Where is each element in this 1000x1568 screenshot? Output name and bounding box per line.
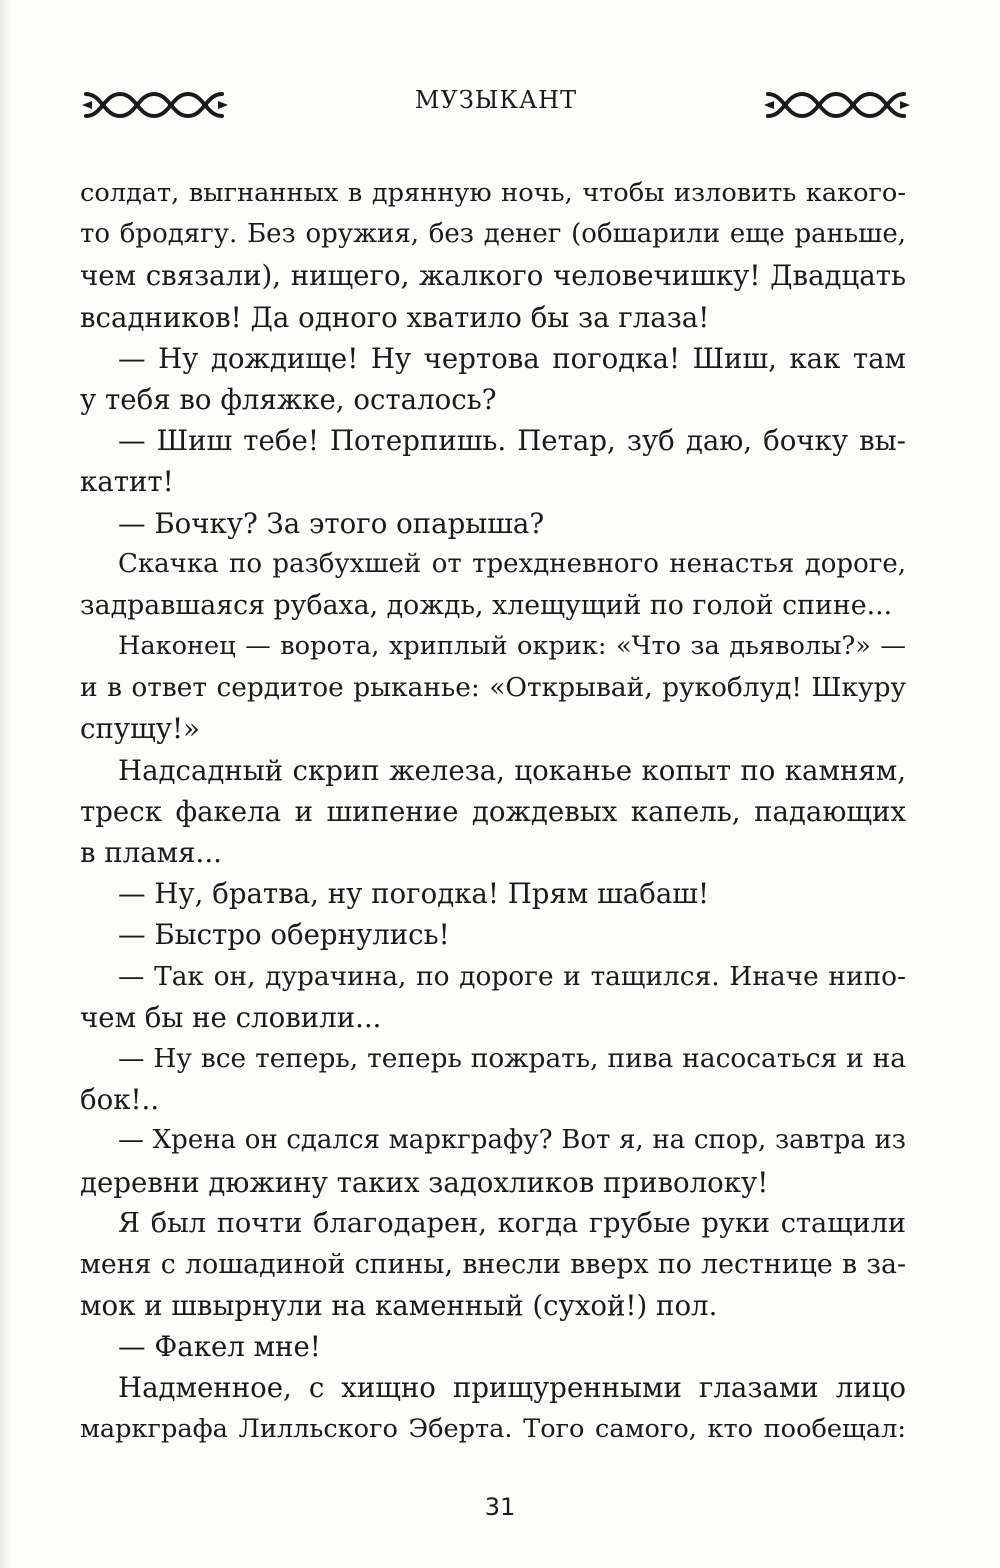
text-line: в пламя...: [80, 836, 222, 869]
text-line: задравшаяся рубаха, дождь, хлещущий по голой спине...: [80, 589, 893, 621]
text-line: катит!: [80, 465, 174, 499]
text-line: маркграфа Лилльского Эберта. Того самого, кто пообещал:: [80, 1413, 906, 1444]
text-line: то бродягу. Без оружия, без денег (обшарили еще раньше,: [80, 219, 906, 250]
text-line: Надменное, с хищно прищуренными глазами лицо: [118, 1371, 906, 1405]
text-line: — Так он, дурачина, по дороге и тащился. Иначе нипо-: [118, 960, 906, 992]
text-line: чем связали), нищего, жалкого человечишку! Двадцать: [80, 259, 906, 293]
text-line: Надсадный скрип железа, цоканье копыт по камням,: [118, 753, 906, 787]
page-header: [80, 80, 912, 130]
text-line: Наконец — ворота, хриплый окрик: «Что за дьяволы?» —: [118, 631, 906, 662]
text-line: — Ну дождище! Ну чертова погодка! Шиш, как там: [118, 341, 906, 375]
page-number: 31: [484, 1493, 516, 1521]
text-line: Я был почти благодарен, когда грубые руки стащили: [118, 1207, 906, 1239]
text-line: Скачка по разбухшей от трехдневного ненастья дороге,: [118, 548, 906, 579]
text-line: — Ну, братва, ну погодка! Прям шабаш!: [118, 877, 710, 911]
page-edge-shadow: [0, 0, 10, 1568]
text-line: бок!..: [80, 1083, 160, 1117]
text-line: солдат, выгнанных в дрянную ночь, чтобы изловить какого-: [80, 178, 906, 208]
text-line: деревни дюжину таких задохликов приволоку!: [80, 1165, 769, 1199]
text-line: — Факел мне!: [118, 1330, 321, 1364]
text-line: — Ну все теперь, теперь пожрать, пива насосаться и на: [118, 1042, 906, 1074]
text-line: и в ответ сердитое рыканье: «Открывай, рукоблуд! Шкуру: [80, 672, 906, 704]
text-line: — Быстро обернулись!: [118, 918, 450, 952]
text-line: — Бочку? За этого опарыша?: [118, 506, 545, 540]
text-line: спущу!»: [80, 712, 200, 746]
text-line: меня с лошадиной спины, внесли вверх по лестнице в за-: [80, 1248, 906, 1280]
text-line: — Шиш тебе! Потерпишь. Петар, зуб даю, бочку вы-: [118, 424, 906, 458]
text-line: у тебя во фляжке, осталось?: [80, 382, 497, 416]
text-line: — Хрена он сдался маркграфу? Вот я, на спор, завтра из: [118, 1125, 906, 1156]
text-line: треск факела и шипение дождевых капель, падающих: [80, 794, 906, 828]
text-line: мок и швырнули на каменный (сухой!) пол.: [80, 1289, 718, 1323]
body-text: [80, 173, 906, 1450]
text-line: чем бы не словили...: [80, 1000, 382, 1034]
text-line: всадников! Да одного хватило бы за глаза!: [80, 300, 710, 334]
running-title: МУЗЫКАНТ: [414, 86, 578, 114]
ornament-right-icon: [762, 84, 912, 126]
